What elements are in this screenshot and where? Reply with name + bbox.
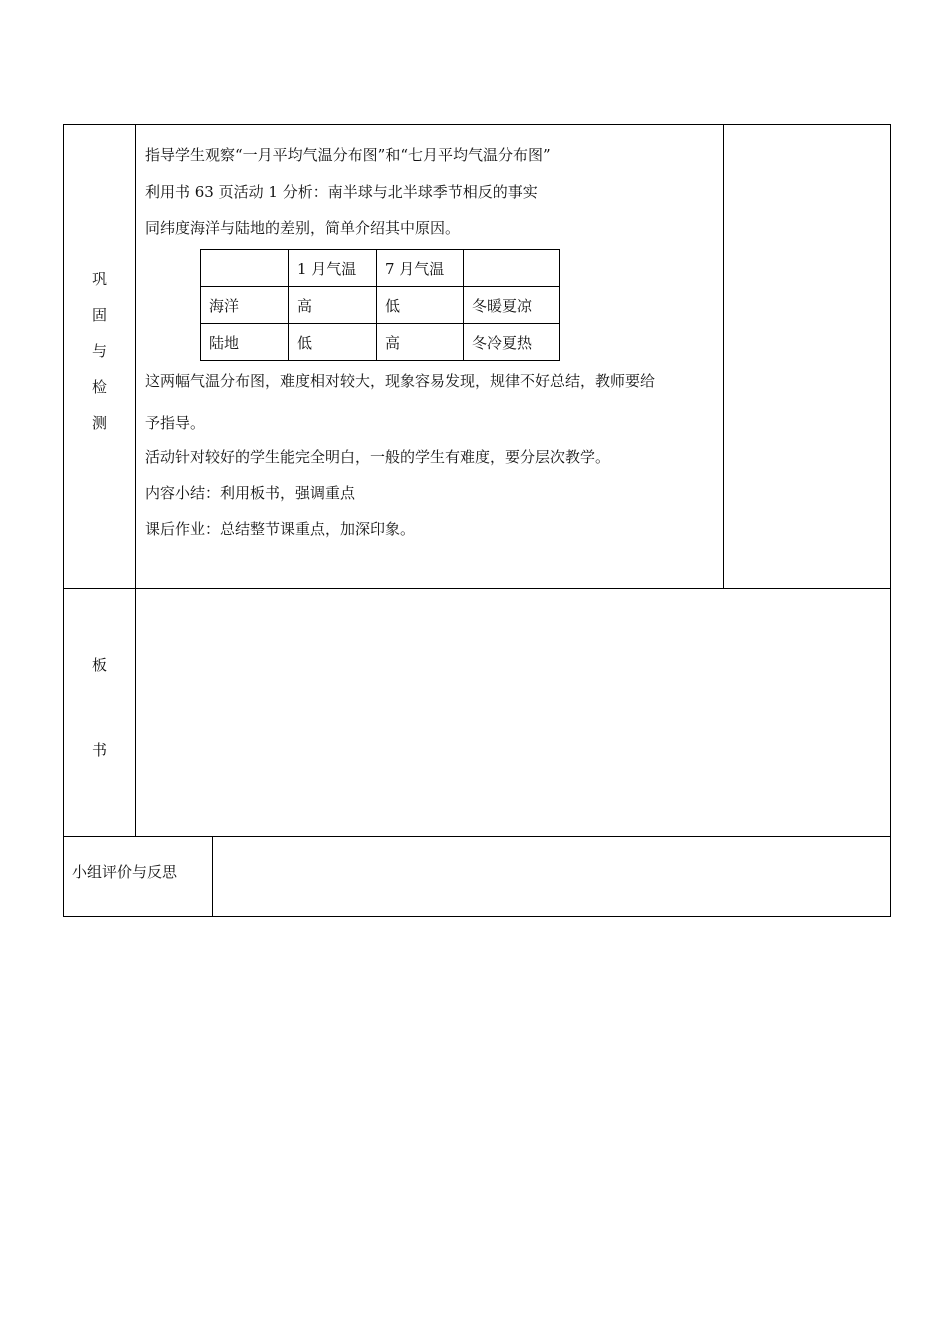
table-cell: 陆地 <box>201 324 289 361</box>
row-divider-2 <box>63 836 891 837</box>
notes-column-divider <box>723 124 724 588</box>
temperature-table <box>200 249 560 361</box>
row-divider-1 <box>63 588 891 589</box>
table-row <box>201 287 560 324</box>
table-cell: 冬暖夏凉 <box>464 287 560 324</box>
board-label-char: 书 <box>91 741 107 759</box>
content-line: 课后作业：总结整节课重点，加深印象。 <box>145 520 416 538</box>
table-cell <box>201 250 289 287</box>
consolidate-label <box>64 268 135 448</box>
table-cell: 1 月气温 <box>289 250 377 287</box>
content-line: 利用书 63 页活动 1 分析：南半球与北半球季节相反的事实 <box>145 183 538 201</box>
consolidate-label-char: 固 <box>91 306 107 324</box>
consolidate-label-char: 与 <box>91 342 107 360</box>
table-cell: 高 <box>377 324 464 361</box>
content-line: 予指导。 <box>145 414 206 432</box>
table-cell: 冬冷夏热 <box>464 324 560 361</box>
consolidate-label-char: 测 <box>91 414 107 432</box>
table-row <box>201 324 560 361</box>
content-line: 同纬度海洋与陆地的差别，简单介绍其中原因。 <box>145 219 461 237</box>
table-cell <box>464 250 560 287</box>
content-line: 内容小结：利用板书，强调重点 <box>145 484 356 502</box>
table-cell: 海洋 <box>201 287 289 324</box>
reflection-column-divider <box>212 836 213 917</box>
board-label-char: 板 <box>91 656 107 674</box>
table-cell: 7 月气温 <box>377 250 464 287</box>
table-cell: 低 <box>377 287 464 324</box>
content-line: 指导学生观察“一月平均气温分布图”和“七月平均气温分布图” <box>145 146 551 164</box>
consolidate-label-char: 检 <box>91 378 107 396</box>
table-header-row <box>201 250 560 287</box>
table-cell: 高 <box>289 287 377 324</box>
board-label <box>64 654 135 760</box>
content-line: 活动针对较好的学生能完全明白，一般的学生有难度，要分层次教学。 <box>145 448 611 466</box>
reflection-label: 小组评价与反思 <box>72 863 178 881</box>
label-column-divider <box>135 124 136 836</box>
table-cell: 低 <box>289 324 377 361</box>
content-line: 这两幅气温分布图，难度相对较大，现象容易发现，规律不好总结，教师要给 <box>145 372 656 390</box>
consolidate-label-char: 巩 <box>91 270 107 288</box>
